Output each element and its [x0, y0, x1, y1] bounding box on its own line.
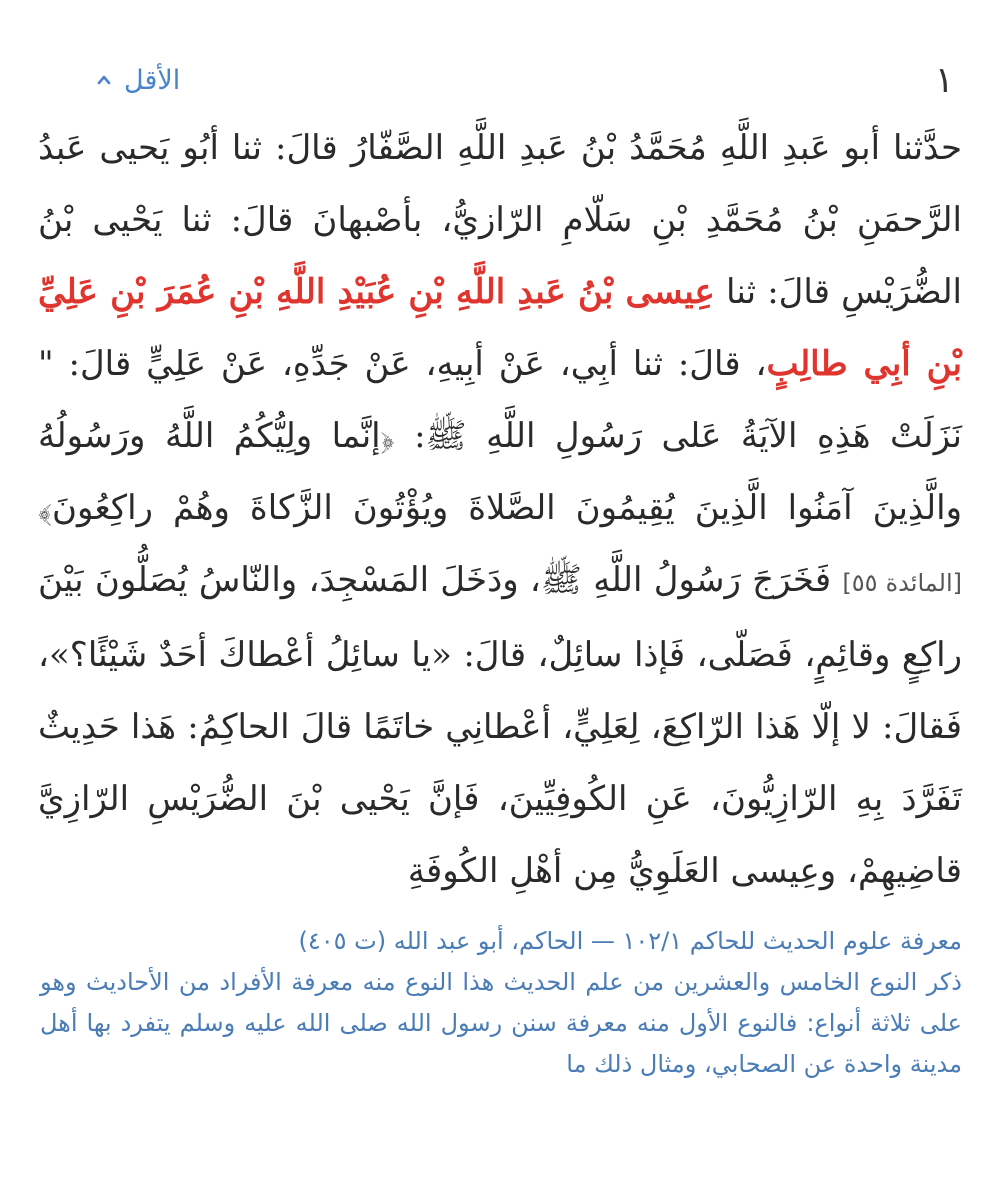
isnad-text: حدَّثنا أبو عَبدِ اللَّهِ مُحَمَّدُ بْنُ عَبدِ اللَّهِ الصَّفّارُ قالَ: ثنا أبُو يَحيى عَبدُ الرَّحمَنِ بْنُ مُحَمَّدِ بْنِ سَلّامِ الرّازيُّ، بأصْبهانَ قالَ: ثنا يَحْيى بْنُ الضُّرَيْسِ قالَ: ثنا: [38, 128, 962, 312]
hadith-number: ١: [934, 59, 954, 101]
matn-text: ، قالَ: ثنا أبِي، عَنْ أبِيهِ، عَنْ جَدِّهِ، عَنْ عَلِيٍّ قالَ: " نَزَلَتْ هَذِهِ الآيَةُ عَلى رَسُولِ اللَّهِ ﷺ: ﴿إنَّما ولِيُّكُمُ اللَّهُ ورَسُولُهُ والَّذِينَ آمَنُوا الَّذِينَ يُقِيمُونَ الصَّلاةَ ويُؤْتُونَ الزَّكاةَ وهُمْ راكِعُونَ﴾: [38, 344, 962, 528]
narrator-link[interactable]: عِيسى بْنُ عَبدِ اللَّهِ بْنِ عُبَيْدِ اللَّهِ بْنِ عُمَرَ بْنِ عَلِيِّ بْنِ أبِي طالِبٍ: [38, 272, 962, 384]
collapse-toggle[interactable]: [96, 65, 180, 96]
source-reference[interactable]: معرفة علوم الحديث للحاكم ١٠٢/١ — الحاكم، أبو عبد الله (ت ٤٠٥): [298, 927, 962, 955]
source-block[interactable]: [34, 921, 962, 1085]
card-header: [34, 52, 962, 108]
source-excerpt: ذكر النوع الخامس والعشرين من علم الحديث هذا النوع منه معرفة الأفراد من الأحاديث وهو على ثلاثة أنواع: فالنوع الأول منه معرفة سنن رسول الله صلى الله عليه وسلم يتفرد بها أهل مدينة واحدة عن الصحابي، ومثال ذلك ما: [40, 968, 962, 1078]
hadith-text: [34, 112, 962, 907]
collapse-label[interactable]: الأقل: [124, 64, 181, 96]
quran-citation: [المائدة ٥٥]: [842, 569, 962, 597]
commentary-text: فَخَرَجَ رَسُولُ اللَّهِ ﷺ، ودَخَلَ المَسْجِدَ، والنّاسُ يُصَلُّونَ بَيْنَ راكِعٍ وقائِمٍ، فَصَلّى، فَإذا سائِلٌ، قالَ: «يا سائِلُ أعْطاكَ أحَدٌ شَيْئًا؟»، فَقالَ: لا إلّا هَذا الرّاكِعَ، لِعَلِيٍّ، أعْطانِي خاتَمًا قالَ الحاكِمُ: هَذا حَدِيثٌ تَفَرَّدَ بِهِ الرّازِيُّونَ، عَنِ الكُوفِيِّينَ، فَإنَّ يَحْيى بْنَ الضُّرَيْسِ الرّازِيَّ قاضِيهِمْ، وعِيسى العَلَوِيُّ مِن أهْلِ الكُوفَةِ: [38, 560, 963, 891]
chevron-up-icon[interactable]: [96, 72, 112, 88]
